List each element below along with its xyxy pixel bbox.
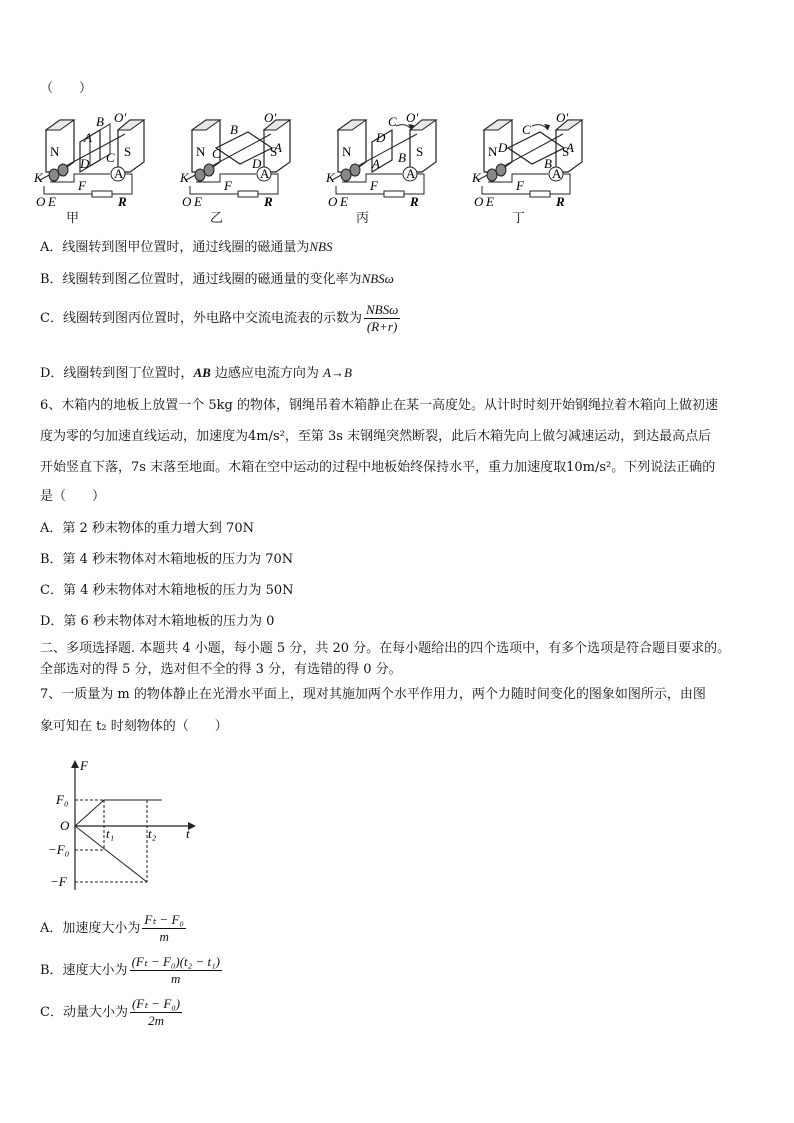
svg-text:B: B (544, 156, 552, 171)
graph-neg-f0-label: −F₀ (48, 842, 70, 857)
section2-line2: 全部选对的得 5 分，选对但不全的得 3 分，有选错的得 0 分。 (40, 662, 402, 677)
generator-figures (30, 112, 590, 230)
svg-text:C: C (212, 146, 221, 161)
svg-text:D: D (80, 156, 90, 171)
svg-text:D: D (252, 156, 262, 171)
q7-option-a: A．加速度大小为 $\frac{\text{Fₜ − F₀}}{m}$ (40, 912, 184, 944)
svg-text:O': O' (406, 112, 419, 125)
svg-text:O': O' (264, 112, 277, 125)
figure-label-bing: 丙 (356, 211, 370, 226)
q6-stem-line1: 6、木箱内的地板上放置一个 5kg 的物体，钢绳吊着木箱静止在某一高度处。从计时时刻开始钢绳拉着木箱向上做初速 (40, 398, 719, 413)
svg-text:C: C (522, 122, 531, 137)
q6-stem-line2: 度为零的匀加速直线运动，加速度为4m/s²，至第 3s 末钢绳突然断裂，此后木箱先向上做匀减速运动，到达最高点后 (40, 429, 712, 444)
svg-text:D: D (498, 140, 508, 155)
svg-text:C: C (388, 114, 397, 129)
graph-t2-label: t₂ (148, 826, 157, 841)
graph-t1-label: t₁ (106, 826, 115, 841)
svg-text:B: B (230, 122, 238, 137)
q6-stem-line3: 开始竖直下落，7s 末落至地面。木箱在空中运动的过程中地板始终保持水平，重力加速度取10m/s²。下列说法正确的 (40, 460, 716, 475)
q5-option-d: D．线圈转到图丁位置时，AB 边感应电流方向为 A→B (40, 365, 352, 381)
section2-line1: 二、多项选择题. 本题共 4 小题，每小题 5 分，共 20 分。在每小题给出的四个选项中，有多个选项是符合题目要求的。 (40, 641, 731, 656)
figure-label-yi: 乙 (210, 211, 224, 226)
q5-option-c: C．线圈转到图丙位置时，外电路中交流电流表的示数为 $\frac{\text{NBSω}}{(R+r)}$ (40, 302, 399, 334)
force-time-graph (44, 758, 214, 898)
svg-text:A: A (274, 140, 282, 155)
y-axis-arrow-icon (71, 760, 79, 768)
force-line-1 (75, 800, 104, 826)
graph-neg-ft-label: −F (50, 874, 67, 889)
q6-option-b: B．第 4 秒末物体对木箱地板的压力为 70N (40, 552, 294, 567)
q6-option-d: D．第 6 秒末物体对木箱地板的压力为 0 (40, 614, 275, 629)
svg-text:B: B (96, 114, 104, 129)
graph-f0-label: F₀ (56, 792, 69, 807)
svg-text:O': O' (114, 112, 127, 125)
svg-text:B: B (398, 150, 406, 165)
q6-option-a: A．第 2 秒末物体的重力增大到 70N (40, 521, 254, 536)
q7-option-c: C．动量大小为 $\frac{\text{(Fₜ − F₀)}}{2m}$ (40, 996, 181, 1028)
q7-stem-line1: 7、一质量为 m 的物体静止在光滑水平面上，现对其施加两个水平作用力，两个力随时间变化的图象如图所示，由图 (40, 687, 706, 702)
graph-y-label: F (80, 758, 88, 773)
svg-text:A: A (566, 140, 574, 155)
svg-text:D: D (376, 130, 386, 145)
q7-stem-line2: 象可知在 t₂ 时刻物体的（ ） (40, 719, 228, 734)
q6-option-c: C．第 4 秒末物体对木箱地板的压力为 50N (40, 583, 294, 598)
graph-x-label: t (186, 826, 190, 841)
q5-option-b: B．线圈转到图乙位置时，通过线圈的磁通量的变化率为NBSω (40, 271, 394, 287)
q6-stem-line4: 是（ ） (40, 489, 106, 504)
q7-option-b: B．速度大小为 $\frac{\text{(Fₜ − F₀)(t₂ − t₁)}}{m}$ (40, 954, 220, 986)
svg-text:O': O' (556, 112, 569, 125)
svg-text:A: A (372, 156, 380, 171)
graph-origin-label: O (60, 818, 70, 833)
question-paren: （ ） (40, 81, 93, 96)
q5-option-a: A．线圈转到图甲位置时，通过线圈的磁通量为NBS (40, 239, 333, 255)
svg-text:A: A (84, 130, 92, 145)
figure-label-ding: 丁 (512, 211, 526, 226)
figure-label-jia: 甲 (66, 211, 80, 226)
svg-text:C: C (106, 150, 115, 165)
